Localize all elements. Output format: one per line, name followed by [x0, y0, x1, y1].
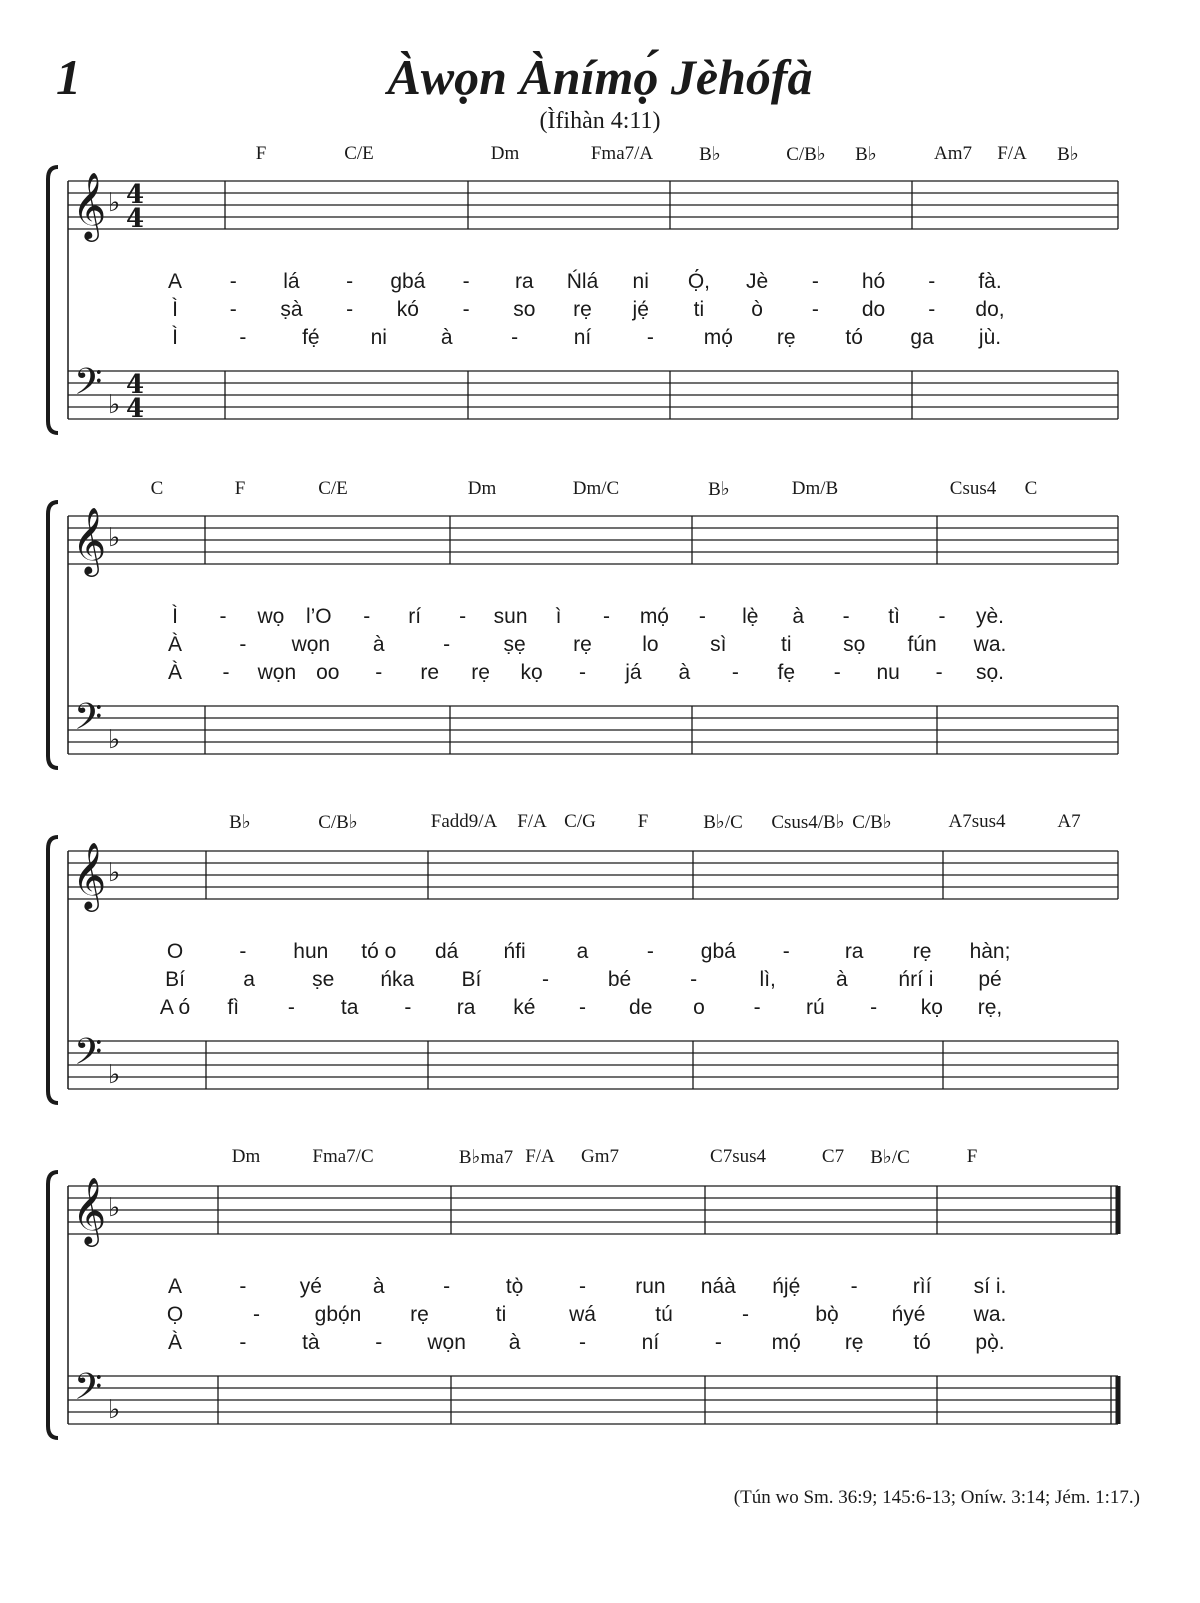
lyric-syllable: mọ́	[703, 326, 733, 349]
lyric-syllable: à	[372, 1275, 385, 1298]
lyric-syllable: nu	[876, 661, 900, 684]
time-signature-bottom: 4	[126, 204, 145, 234]
lyric-syllable: lì,	[759, 968, 776, 991]
lyric-hyphen: -	[731, 661, 739, 684]
lyric-syllable: A	[167, 1275, 183, 1298]
lyric-syllable: rẹ,	[977, 996, 1003, 1019]
key-signature-flat-icon: ♭	[108, 523, 121, 553]
lyric-hyphen: -	[404, 996, 412, 1019]
lyric-syllable: wá	[569, 1303, 596, 1326]
key-signature-flat-icon: ♭	[108, 1193, 121, 1223]
chord-symbol: B♭ma7	[458, 1147, 514, 1168]
lyric-syllable: ṣẹ	[503, 633, 526, 656]
lyric-syllable: A	[167, 270, 183, 293]
lyric-hyphen: -	[833, 661, 841, 684]
lyric-syllable: do	[861, 298, 886, 321]
lyric-syllable: Ọ	[166, 1303, 184, 1326]
chord-symbol: F	[255, 143, 267, 164]
key-signature-flat-icon: ♭	[108, 725, 121, 755]
chord-symbol: Am7	[934, 143, 972, 164]
chord-symbol: C	[150, 478, 164, 499]
lyric-syllable: à	[372, 633, 385, 656]
chord-symbol: F/A	[997, 143, 1027, 164]
lyric-syllable: O	[166, 940, 184, 963]
lyric-syllable: À	[167, 633, 183, 656]
bass-clef-icon: 𝄢	[74, 1031, 103, 1082]
lyric-syllable: rẹ	[573, 298, 592, 321]
lyric-syllable: náà	[700, 1275, 736, 1298]
lyric-hyphen: -	[375, 661, 383, 684]
chord-symbol: Csus4/B♭	[771, 812, 845, 833]
lyric-syllable: ra	[514, 270, 534, 293]
lyric-syllable: rẹ	[844, 1331, 864, 1354]
chord-symbol: B♭	[708, 479, 730, 500]
lyric-hyphen: -	[782, 940, 790, 963]
lyric-hyphen: -	[443, 1275, 451, 1298]
lyric-syllable: fà.	[978, 270, 1002, 293]
lyric-syllable: hun	[293, 940, 329, 963]
lyric-hyphen: -	[602, 605, 610, 628]
chord-symbol: Csus4	[949, 478, 997, 499]
lyric-syllable: fẹ	[777, 661, 796, 684]
lyric-syllable: o	[693, 996, 705, 1019]
lyric-hyphen: -	[811, 270, 819, 293]
lyric-syllable: ì	[555, 605, 562, 628]
chord-symbol: F/A	[517, 811, 547, 832]
lyric-syllable: hàn;	[969, 940, 1011, 963]
lyric-syllable: a	[576, 940, 589, 963]
chord-symbol: B♭	[229, 812, 251, 833]
chord-symbol: Dm	[231, 1146, 261, 1167]
lyric-hyphen: -	[935, 661, 943, 684]
lyric-hyphen: -	[239, 940, 247, 963]
lyric-syllable: tì	[888, 605, 900, 628]
lyric-syllable: ni	[632, 270, 649, 293]
lyric-syllable: Bí	[165, 968, 185, 991]
lyric-hyphen: -	[462, 298, 470, 321]
lyric-hyphen: -	[579, 1275, 586, 1298]
lyric-hyphen: -	[287, 996, 295, 1019]
lyric-syllable: rìí	[912, 1275, 932, 1298]
chord-symbol: Dm	[467, 478, 497, 499]
chord-symbol: C/E	[344, 143, 374, 164]
lyric-syllable: run	[635, 1275, 666, 1298]
lyric-syllable: à	[678, 661, 691, 684]
system-bracket	[48, 502, 58, 768]
lyric-hyphen: -	[690, 968, 698, 991]
lyric-hyphen: -	[579, 996, 586, 1019]
lyric-syllable: ké	[513, 996, 536, 1019]
lyric-syllable: wọn	[291, 633, 331, 656]
lyric-syllable: Jè	[746, 270, 769, 293]
lyric-hyphen: -	[842, 605, 850, 628]
lyric-hyphen: -	[462, 270, 470, 293]
chord-symbol: C/B♭	[852, 812, 892, 833]
lyric-syllable: pọ̀.	[975, 1331, 1005, 1354]
lyric-syllable: rẹ	[912, 940, 932, 963]
lyric-syllable: rẹ	[410, 1303, 429, 1326]
lyric-syllable: kọ	[520, 661, 543, 684]
lyric-syllable: do,	[975, 298, 1005, 321]
lyric-hyphen: -	[229, 270, 237, 293]
lyric-syllable: ńjẹ́	[772, 1275, 801, 1298]
lyric-syllable: rẹ	[573, 633, 592, 656]
lyric-hyphen: -	[742, 1303, 749, 1326]
chord-symbol: Dm/B	[791, 478, 839, 499]
chord-symbol: Fadd9/A	[430, 811, 498, 832]
lyric-syllable: pé	[978, 968, 1002, 991]
lyric-syllable: rẹ	[776, 326, 796, 349]
lyric-syllable: a	[243, 968, 255, 991]
chord-symbol: B♭	[855, 144, 877, 165]
chord-symbol: Dm	[490, 143, 520, 164]
lyric-syllable: Bí	[461, 968, 482, 991]
lyric-hyphen: -	[646, 326, 654, 349]
chord-symbol: C/E	[318, 478, 348, 499]
lyric-syllable: sọ.	[975, 661, 1005, 684]
key-signature-flat-icon: ♭	[108, 390, 121, 420]
lyric-hyphen: -	[753, 996, 761, 1019]
lyric-syllable: sì	[710, 633, 727, 656]
lyric-syllable: ńfi	[503, 940, 526, 963]
lyric-syllable: ta	[340, 996, 359, 1019]
lyric-syllable: fún	[907, 633, 937, 656]
lyric-syllable: wọ	[257, 605, 285, 628]
lyric-hyphen: -	[239, 1275, 247, 1298]
lyric-syllable: ti	[495, 1303, 507, 1326]
lyric-syllable: sun	[493, 605, 528, 628]
lyric-syllable: wa.	[973, 1303, 1007, 1326]
chord-symbol: C7sus4	[710, 1146, 766, 1167]
treble-clef-icon: 𝄞	[72, 506, 107, 574]
lyric-syllable: à	[508, 1331, 521, 1354]
lyric-syllable: ga	[910, 326, 934, 349]
key-signature-flat-icon: ♭	[108, 858, 121, 888]
chord-symbol: F	[966, 1146, 978, 1167]
time-signature-bottom: 4	[126, 394, 145, 424]
treble-clef-icon: 𝄞	[72, 1176, 107, 1244]
lyric-hyphen: -	[222, 661, 230, 684]
chord-symbol: C7	[821, 1146, 845, 1167]
chord-symbol: F	[637, 811, 649, 832]
chord-symbol: Gm7	[581, 1146, 619, 1167]
hymn-title: Àwọn Ànímọ́ Jèhófà	[387, 49, 813, 105]
lyric-syllable: Ì	[172, 298, 178, 321]
chord-symbol: Fma7/A	[590, 143, 654, 164]
treble-clef-icon: 𝄞	[72, 171, 107, 239]
lyric-syllable: dá	[434, 940, 459, 963]
lyric-syllable: oo	[316, 661, 340, 684]
system-bracket	[48, 837, 58, 1103]
lyric-hyphen: -	[579, 661, 586, 684]
lyric-syllable: hó	[861, 270, 886, 293]
lyric-syllable: wa.	[973, 633, 1007, 656]
lyric-syllable: tó	[913, 1331, 931, 1354]
lyric-syllable: bọ̀	[815, 1303, 839, 1326]
lyric-hyphen: -	[811, 298, 819, 321]
lyric-syllable: ò	[751, 298, 763, 321]
lyric-syllable: ra	[456, 996, 476, 1019]
lyric-syllable: kọ	[920, 996, 943, 1019]
system-bracket	[48, 167, 58, 433]
lyric-syllable: ńyé	[891, 1303, 926, 1326]
lyric-hyphen: -	[239, 633, 247, 656]
lyric-hyphen: -	[511, 326, 519, 349]
lyric-syllable: fẹ́	[302, 326, 320, 349]
lyric-syllable: Ọ́,	[687, 270, 711, 293]
lyric-hyphen: -	[346, 298, 354, 321]
lyric-syllable: ti	[693, 298, 705, 321]
lyric-hyphen: -	[698, 605, 706, 628]
lyric-syllable: so	[513, 298, 536, 321]
time-signature-top: 4	[126, 180, 145, 210]
lyric-syllable: ni	[370, 326, 387, 349]
lyric-hyphen: -	[928, 270, 936, 293]
lyric-syllable: já	[625, 661, 642, 684]
lyric-syllable: Ì	[172, 605, 178, 628]
scripture-reference: (Ìfihàn 4:11)	[539, 108, 661, 134]
lyric-syllable: l’O	[305, 605, 332, 628]
lyric-syllable: jẹ́	[632, 298, 649, 321]
lyric-syllable: à	[440, 326, 453, 349]
key-signature-flat-icon: ♭	[108, 188, 121, 218]
lyric-hyphen: -	[239, 1331, 247, 1354]
chord-symbol: C/B♭	[786, 144, 826, 165]
lyric-syllable: lẹ̀	[742, 605, 759, 628]
chord-symbol: Fma7/C	[312, 1146, 374, 1167]
lyric-syllable: rú	[806, 996, 825, 1019]
key-signature-flat-icon: ♭	[108, 1060, 121, 1090]
lyric-syllable: A ó	[159, 996, 191, 1019]
hymn-number: 1	[56, 49, 81, 105]
lyric-syllable: gbá	[700, 940, 736, 963]
lyric-syllable: jù.	[978, 326, 1002, 349]
treble-clef-icon: 𝄞	[72, 841, 107, 909]
lyric-syllable: yé	[299, 1275, 322, 1298]
key-signature-flat-icon: ♭	[108, 1395, 121, 1425]
lyric-syllable: bé	[607, 968, 632, 991]
lyric-syllable: gbá	[390, 270, 426, 293]
chord-symbol: A7	[1057, 811, 1081, 832]
lyric-syllable: ní	[641, 1331, 660, 1354]
lyric-hyphen: -	[239, 326, 247, 349]
chord-symbol: F	[234, 478, 246, 499]
lyric-syllable: rẹ	[471, 661, 490, 684]
lyric-syllable: gbọ́n	[314, 1303, 362, 1326]
lyric-syllable: de	[629, 996, 653, 1019]
lyric-syllable: lá	[283, 270, 300, 293]
lyric-syllable: rí	[408, 605, 422, 628]
chord-symbol: A7sus4	[948, 811, 1006, 832]
lyric-hyphen: -	[253, 1303, 260, 1326]
lyric-hyphen: -	[850, 1275, 858, 1298]
lyric-hyphen: -	[443, 633, 451, 656]
lyric-syllable: tó o	[361, 940, 397, 963]
lyric-hyphen: -	[541, 968, 549, 991]
lyric-syllable: kó	[396, 298, 419, 321]
lyric-hyphen: -	[375, 1331, 383, 1354]
bass-clef-icon: 𝄢	[74, 361, 103, 412]
lyric-syllable: re	[420, 661, 440, 684]
lyric-syllable: tà	[302, 1331, 320, 1354]
lyric-syllable: yè.	[975, 605, 1005, 628]
lyric-hyphen: -	[646, 940, 654, 963]
lyric-syllable: wọn	[427, 1331, 466, 1354]
chord-symbol: B♭/C	[703, 812, 743, 833]
lyric-syllable: fì	[227, 996, 240, 1019]
chord-symbol: C/B♭	[318, 812, 358, 833]
lyric-syllable: tú	[655, 1303, 673, 1326]
footer-references: (Tún wo Sm. 36:9; 145:6-13; Oníw. 3:14; Jém. 1:17.)	[733, 1487, 1140, 1508]
lyric-hyphen: -	[219, 605, 227, 628]
chord-symbol: F/A	[525, 1146, 555, 1167]
lyric-hyphen: -	[229, 298, 237, 321]
lyric-hyphen: -	[714, 1331, 722, 1354]
bass-clef-icon: 𝄢	[74, 1366, 103, 1417]
chord-symbol: B♭/C	[870, 1147, 910, 1168]
lyric-syllable: Ńlá	[566, 270, 599, 293]
lyric-syllable: ńka	[380, 968, 415, 991]
lyric-syllable: sọ	[843, 633, 866, 656]
lyric-syllable: tọ̀	[505, 1275, 524, 1298]
lyric-syllable: ní	[573, 326, 592, 349]
lyric-syllable: À	[167, 1331, 183, 1354]
lyric-syllable: wọn	[257, 661, 297, 684]
bass-clef-icon: 𝄢	[74, 696, 103, 747]
lyric-syllable: ṣe	[312, 968, 335, 991]
chord-symbol: Dm/C	[572, 478, 620, 499]
chord-symbol: C/G	[564, 811, 596, 832]
time-signature-top: 4	[126, 370, 145, 400]
lyric-syllable: mọ́	[639, 605, 669, 628]
lyric-hyphen: -	[870, 996, 878, 1019]
lyric-syllable: tó	[845, 326, 863, 349]
lyric-syllable: ra	[844, 940, 864, 963]
lyric-syllable: ṣà	[280, 298, 303, 321]
lyric-syllable: ti	[781, 633, 792, 656]
lyric-hyphen: -	[938, 605, 946, 628]
chord-symbol: B♭	[1057, 144, 1079, 165]
lyric-hyphen: -	[579, 1331, 586, 1354]
lyric-syllable: à	[792, 605, 805, 628]
chord-symbol: B♭	[699, 144, 721, 165]
lyric-syllable: mọ́	[771, 1331, 801, 1354]
lyric-syllable: sí i.	[973, 1275, 1007, 1298]
lyric-syllable: À	[167, 661, 183, 684]
lyric-hyphen: -	[928, 298, 936, 321]
lyric-hyphen: -	[363, 605, 371, 628]
lyric-syllable: ńrí i	[898, 968, 934, 991]
lyric-syllable: Ì	[172, 326, 178, 349]
lyric-hyphen: -	[459, 605, 467, 628]
lyric-hyphen: -	[346, 270, 354, 293]
chord-symbol: C	[1024, 478, 1038, 499]
system-bracket	[48, 1172, 58, 1438]
lyric-syllable: à	[835, 968, 848, 991]
lyric-syllable: lo	[642, 633, 659, 656]
